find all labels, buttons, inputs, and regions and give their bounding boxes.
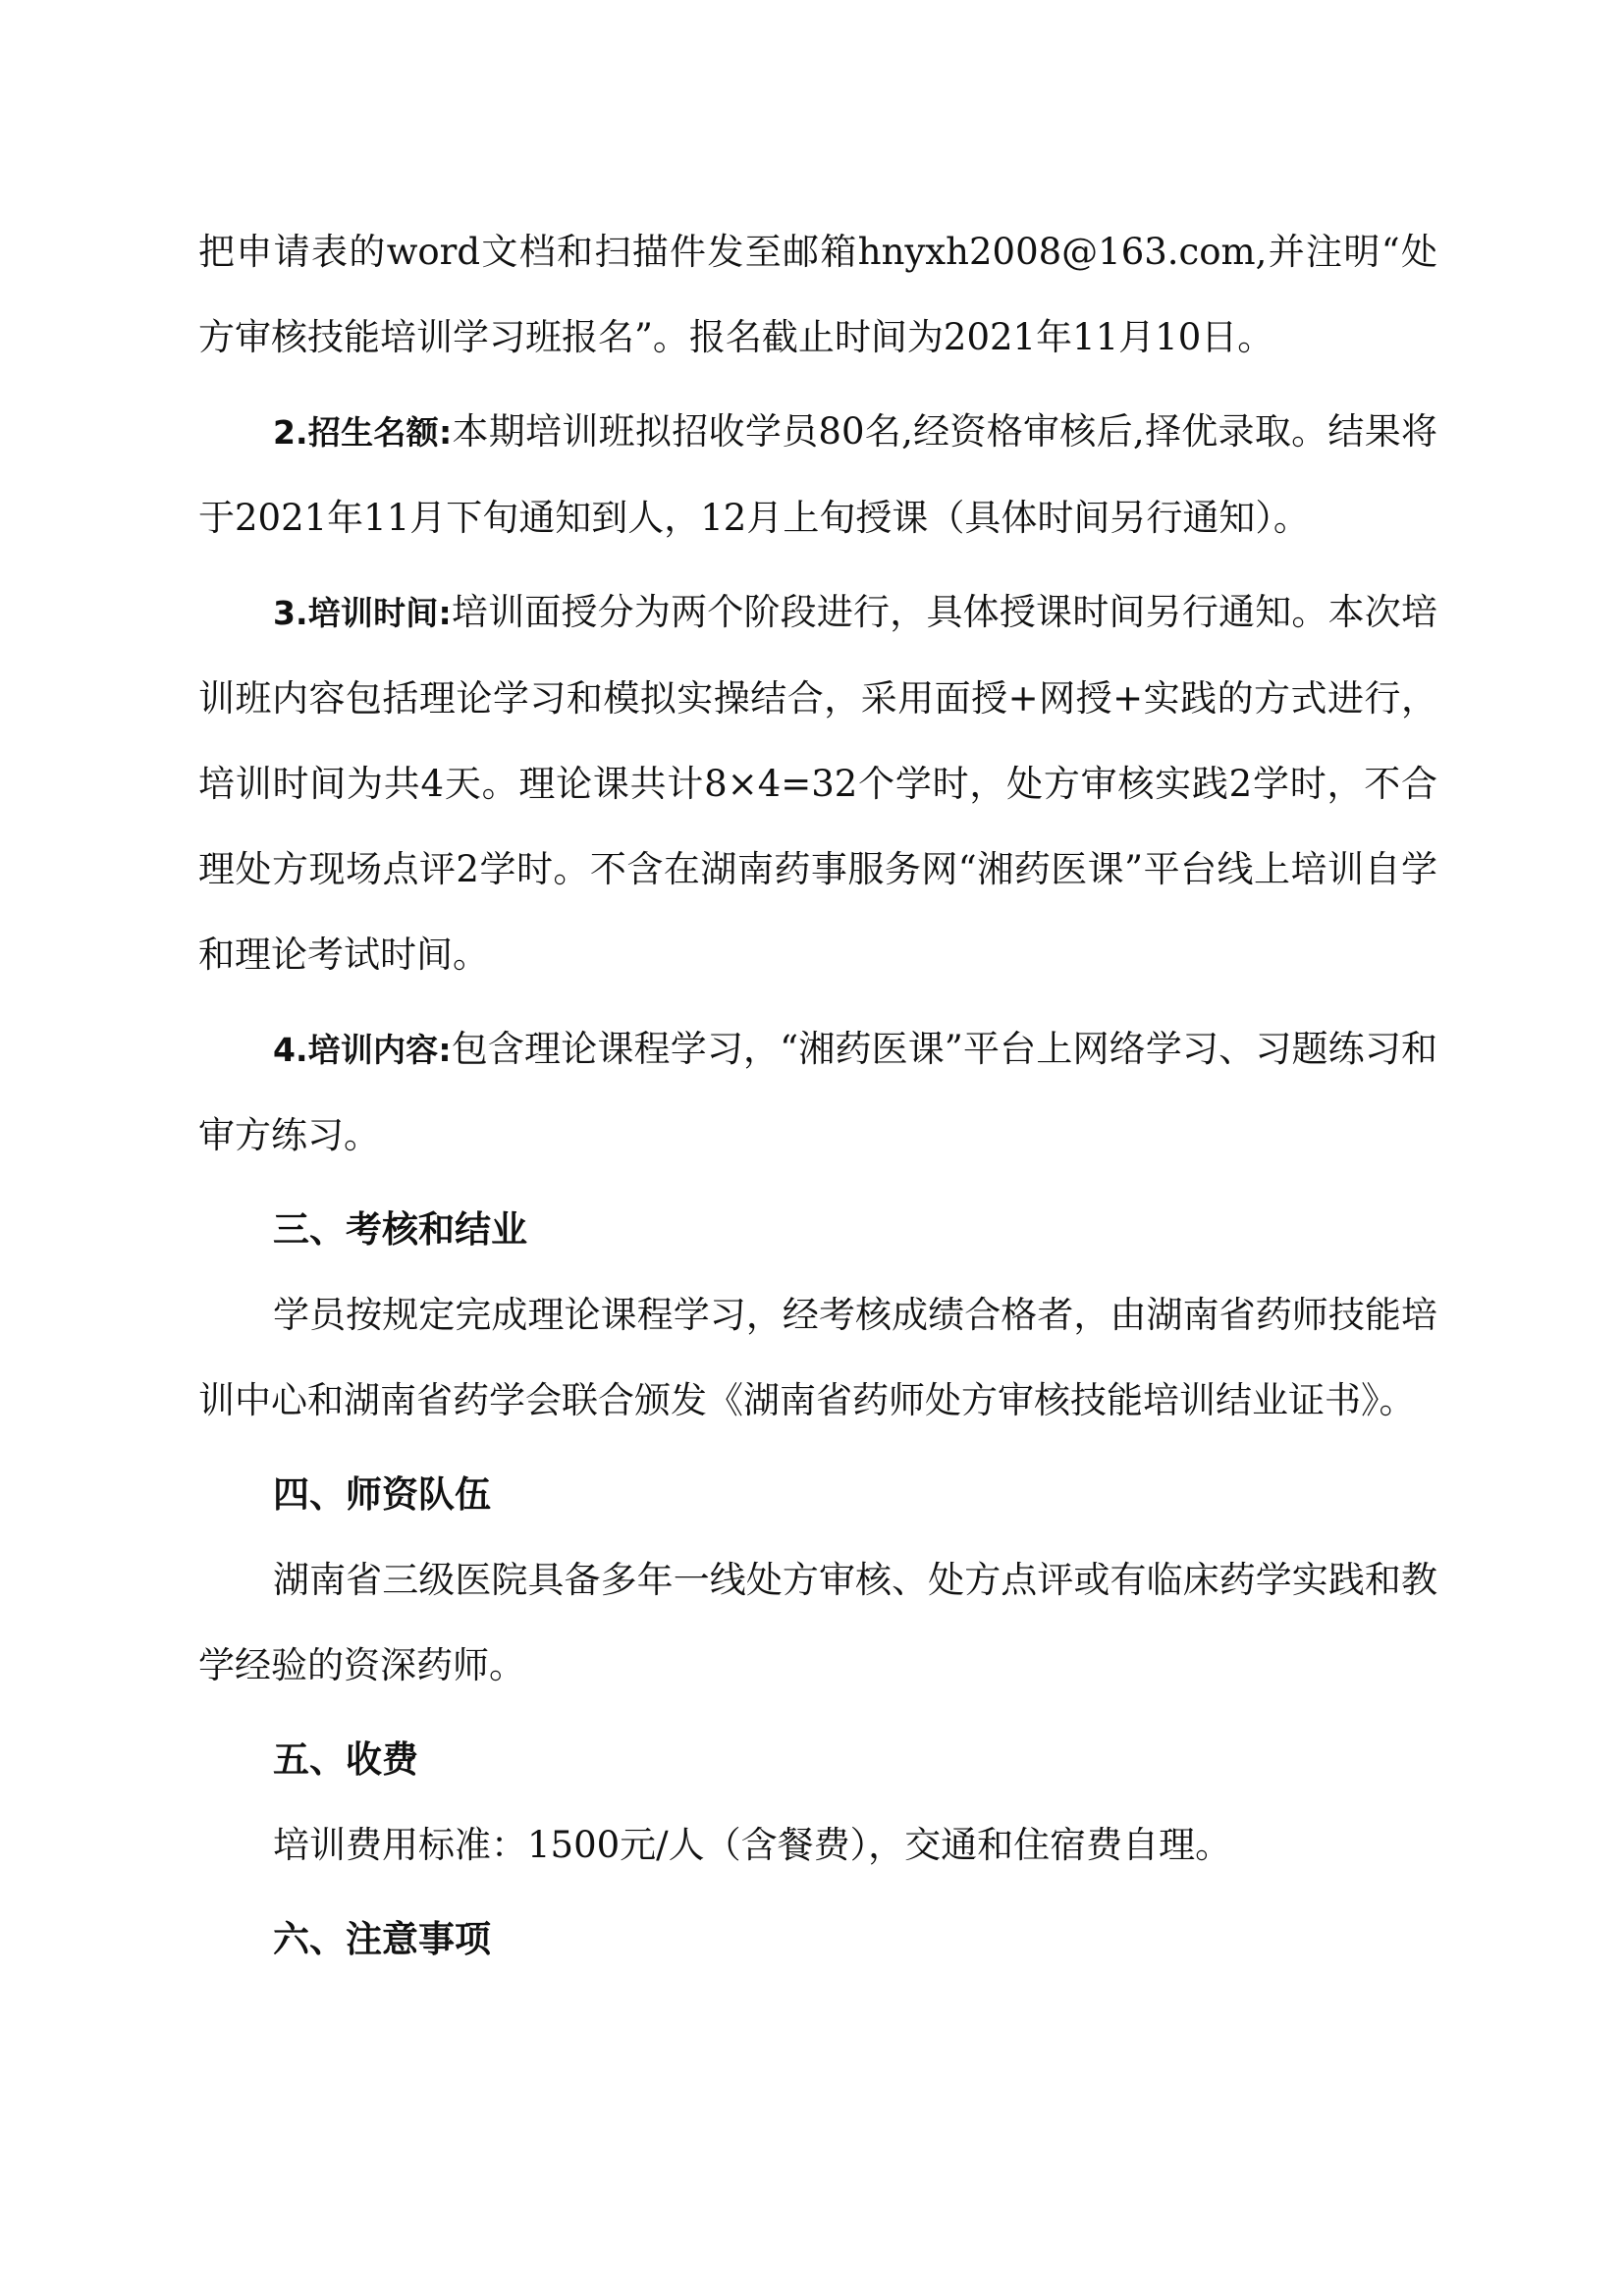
- section-heading-faculty: 四、师资队伍: [273, 1473, 491, 1516]
- section-heading-fees: 五、收费: [273, 1738, 418, 1781]
- paragraph-fees: 培训费用标准：1500元/人（含餐费），交通和住宿费自理。: [273, 1824, 1232, 1866]
- training-time-text: 培训面授分为两个阶段进行，具体授课时间另行通知。本次培训班内容包括理论学习和模拟实操结合，采用面授+网授+实践的方式进行，培训时间为共4天。理论课共计8×4=32个学时，处方审核实践2学时，不合理处方现场点评2学时。不含在湖南药事服务网“湘药医课”平台线上培训自学和理论考试时间。: [198, 591, 1437, 976]
- paragraph-training-time: [198, 569, 1437, 997]
- paragraph-enrollment-quota: [198, 389, 1437, 561]
- paragraph-training-content: [198, 1006, 1437, 1178]
- training-time-label: 3.培训时间:: [273, 594, 452, 632]
- training-content-label: 4.培训内容:: [273, 1031, 452, 1069]
- enrollment-quota-label: 2.招生名额:: [273, 413, 453, 452]
- paragraph-faculty: 湖南省三级医院具备多年一线处方审核、处方点评或有临床药学实践和教学经验的资深药师。: [198, 1559, 1437, 1686]
- enrollment-quota-text: 本期培训班拟招收学员80名,经资格审核后,择优录取。结果将于2021年11月下旬通知到人，12月上旬授课（具体时间另行通知）。: [198, 410, 1437, 539]
- section-heading-assessment: 三、考核和结业: [273, 1208, 527, 1251]
- paragraph-application-submission: 把申请表的word文档和扫描件发至邮箱hnyxh2008@163.com,并注明“处方审核技能培训学习班报名”。报名截止时间为2021年11月10日。: [198, 231, 1437, 358]
- training-content-text: 包含理论课程学习，“湘药医课”平台上网络学习、习题练习和审方练习。: [198, 1028, 1437, 1156]
- section-heading-notes: 六、注意事项: [273, 1918, 491, 1960]
- paragraph-assessment: 学员按规定完成理论课程学习，经考核成绩合格者，由湖南省药师技能培训中心和湖南省药学会联合颁发《湖南省药师处方审核技能培训结业证书》。: [198, 1294, 1437, 1421]
